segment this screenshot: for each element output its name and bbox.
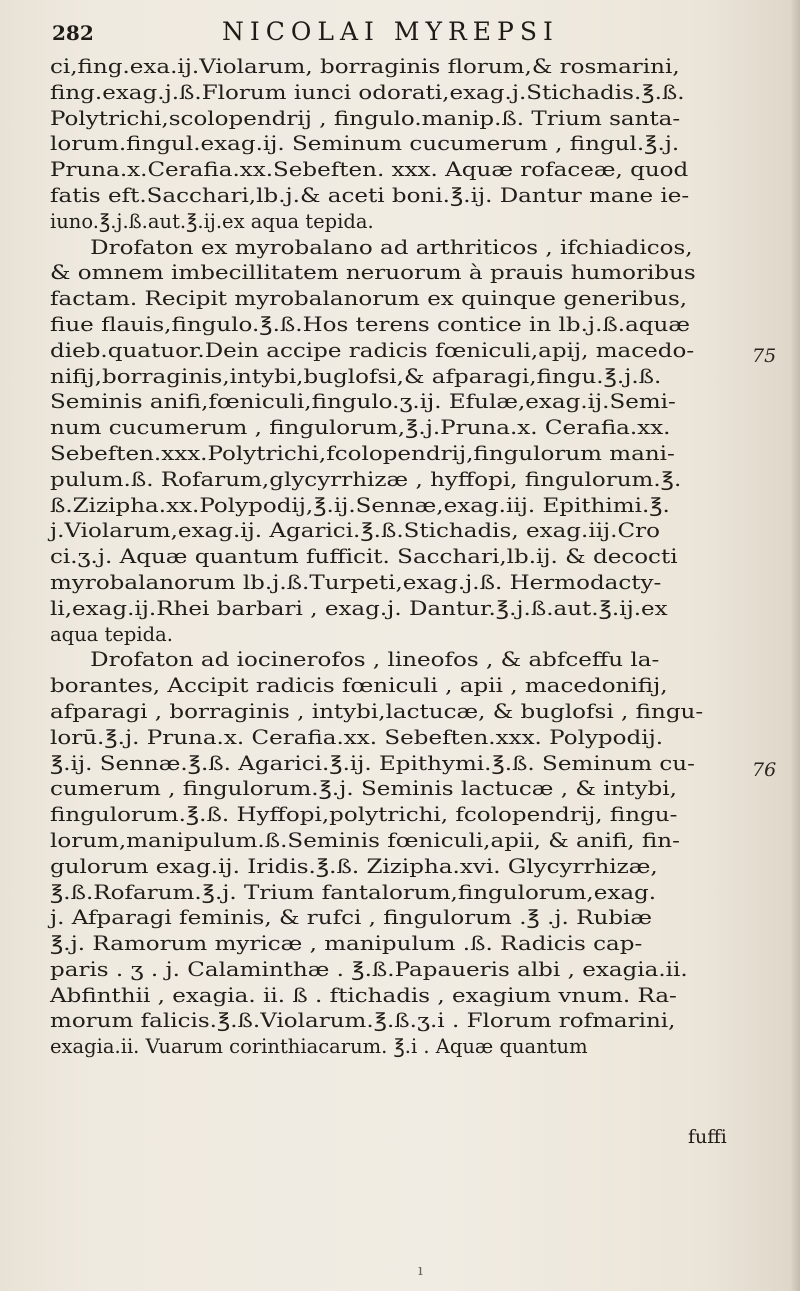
text-line: aqua tepida. xyxy=(50,622,173,646)
text-line: morum falicis.℥.ß.Violarum.℥.ß.ʒ.i . Florum rofmarini, xyxy=(50,1009,676,1033)
page-header xyxy=(52,12,752,52)
text-line: Seminis anifi,fœniculi,fingulo.ʒ.ij. Efulæ,exag.ij.Semi- xyxy=(50,390,676,414)
paragraph-1 xyxy=(50,54,728,235)
text-line: paris . ʒ . j. Calaminthæ . ℥.ß.Papaueris albi , exagia.ii. xyxy=(50,957,688,981)
paragraph-3 xyxy=(50,647,728,1060)
catch-word: fuffi xyxy=(688,1126,727,1148)
text-line: Abfinthii , exagia. ii. ß . ftichadis , exagium vnum. Ra- xyxy=(50,983,677,1007)
stray-mark: ı xyxy=(418,1261,423,1279)
text-line: fingulorum.℥.ß. Hyffopi,polytrichi, fcolopendrij, fingu- xyxy=(50,803,678,827)
text-line: iuno.℥.j.ß.aut.℥.ij.ex aqua tepida. xyxy=(50,209,374,233)
text-line: nifij,borraginis,intybi,buglofsi,& afparagi,fingu.℥.j.ß. xyxy=(50,364,662,388)
text-line: Drofaton ad iocinerofos , lineofos , & abfceffu la- xyxy=(90,648,660,672)
body-text xyxy=(50,54,728,1060)
text-line: cumerum , fingulorum.℥.j. Seminis lactucæ , & intybi, xyxy=(50,777,677,801)
text-line: gulorum exag.ij. Iridis.℥.ß. Zizipha.xvi. Glycyrrhizæ, xyxy=(50,854,658,878)
running-title: NICOLAI MYREPSI xyxy=(222,17,559,46)
margin-number: 76 xyxy=(752,759,777,781)
text-line: myrobalanorum lb.j.ß.Turpeti,exag.j.ß. Hermodacty- xyxy=(50,570,662,594)
text-line: lorum.fingul.exag.ij. Seminum cucumerum , fingul.℥.j. xyxy=(50,132,680,156)
text-line: Sebeften.xxx.Polytrichi,fcolopendrij,fingulorum mani- xyxy=(50,441,675,465)
text-line: j.Violarum,exag.ij. Agarici.℥.ß.Stichadis, exag.iij.Cro xyxy=(50,519,660,543)
text-line: j. Afparagi feminis, & rufci , fingulorum .℥ .j. Rubiæ xyxy=(50,906,653,930)
text-line: ℥.ß.Rofarum.℥.j. Trium fantalorum,fingulorum,exag. xyxy=(50,880,657,904)
text-line: fing.exag.j.ß.Florum iunci odorati,exag.j.Stichadis.℥.ß. xyxy=(50,80,685,104)
text-line: borantes, Accipit radicis fœniculi , apii , macedonifij, xyxy=(50,674,668,698)
text-line: exagia.ii. Vuarum corinthiacarum. ℥.i . Aquæ quantum xyxy=(50,1035,588,1059)
text-line: ci,fing.exa.ij.Violarum, borraginis florum,& rosmarini, xyxy=(50,55,680,78)
text-line: ℥.j. Ramorum myricæ , manipulum .ß. Radicis cap- xyxy=(50,932,643,956)
text-line: li,exag.ij.Rhei barbari , exag.j. Dantur.℥.j.ß.aut.℥.ij.ex xyxy=(50,596,668,620)
text-line: num cucumerum , fingulorum,℥.j.Pruna.x. Cerafia.xx. xyxy=(50,416,671,440)
text-line: factam. Recipit myrobalanorum ex quinque generibus, xyxy=(50,287,688,311)
text-line: Drofaton ex myrobalano ad arthriticos , ifchiadicos, xyxy=(90,235,693,259)
margin-number: 75 xyxy=(752,345,777,367)
paragraph-2 xyxy=(50,235,728,648)
text-line: ci.ʒ.j. Aquæ quantum fufficit. Sacchari,lb.ij. & decocti xyxy=(50,545,678,569)
text-line: ß.Zizipha.xx.Polypodij,℥.ij.Sennæ,exag.iij. Epithimi.℥. xyxy=(50,493,670,517)
text-line: dieb.quatuor.Dein accipe radicis fœniculi,apij, macedo- xyxy=(50,338,695,362)
text-line: ℥.ij. Sennæ.℥.ß. Agarici.℥.ij. Epithymi.℥.ß. Seminum cu- xyxy=(50,751,695,775)
text-line: fatis eft.Sacchari,lb.j.& aceti boni.℥.ij. Dantur mane ie- xyxy=(50,183,690,207)
text-line: afparagi , borraginis , intybi,lactucæ, & buglofsi , fingu- xyxy=(50,699,704,723)
text-line: & omnem imbecillitatem neruorum à prauis humoribus xyxy=(50,261,696,285)
text-line: pulum.ß. Rofarum,glycyrrhizæ , hyffopi, fingulorum.℥. xyxy=(50,467,682,491)
page-number: 282 xyxy=(52,21,94,45)
text-line: Polytrichi,scolopendrij , fingulo.manip.ß. Trium santa- xyxy=(50,106,681,130)
text-line: lorum,manipulum.ß.Seminis fœniculi,apii, & anifi, fin- xyxy=(50,828,680,852)
text-line: lorū.℥.j. Pruna.x. Cerafia.xx. Sebeften.xxx. Polypodij. xyxy=(50,725,664,749)
page-edge-shadow xyxy=(790,0,800,1291)
text-line: Pruna.x.Cerafia.xx.Sebeften. xxx. Aquæ rofaceæ, quod xyxy=(50,158,689,182)
text-line: fiue flauis,fingulo.℥.ß.Hos terens contice in lb.j.ß.aquæ xyxy=(50,312,690,336)
